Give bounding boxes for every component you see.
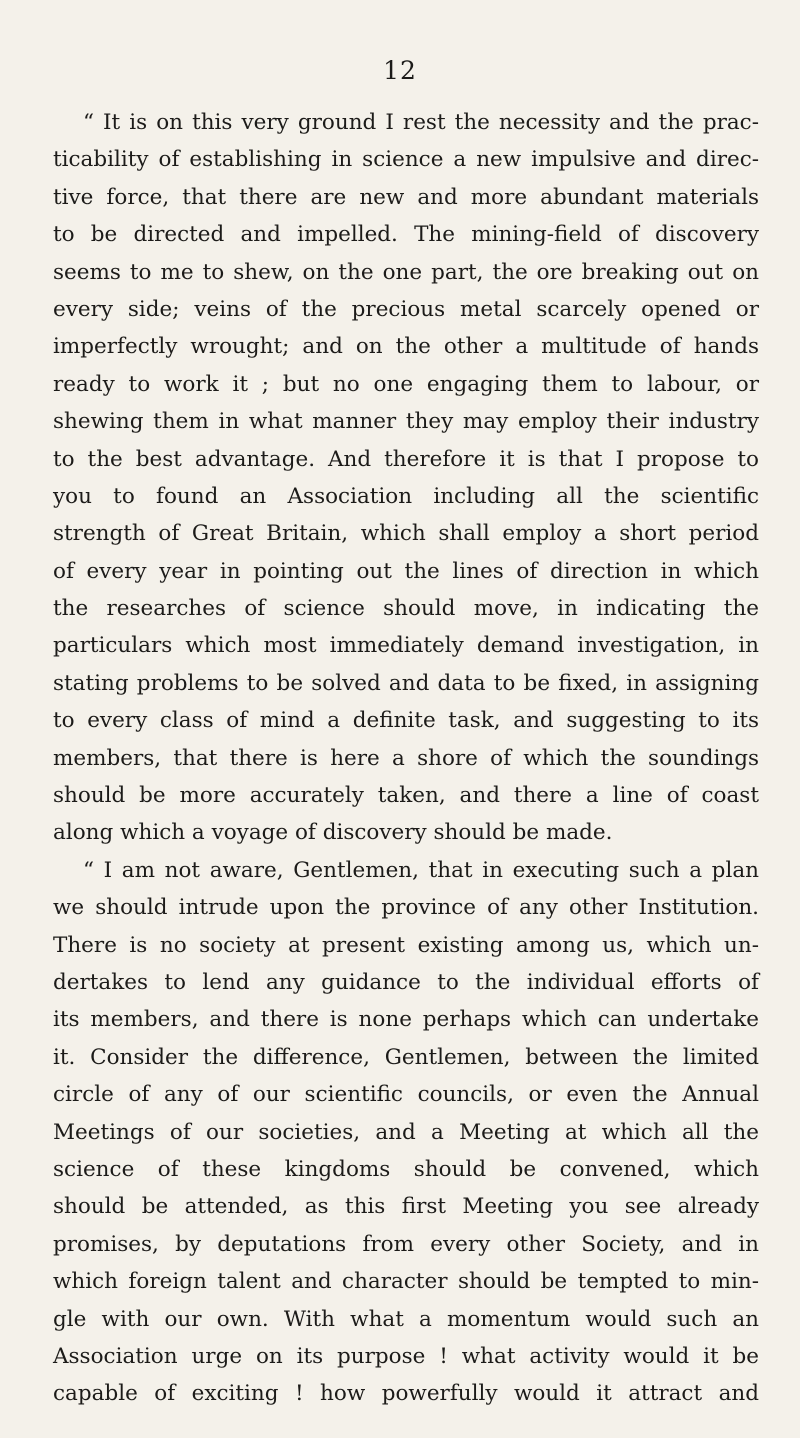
text-line: which foreign talent and character should be tempted to min- (53, 1269, 759, 1295)
text-line: dertakes to lend any guidance to the individual efforts of (53, 969, 759, 995)
text-line: it. Consider the difference, Gentlemen, between the limited (53, 1044, 759, 1070)
text-line: to every class of mind a definite task, and suggesting to its (53, 708, 759, 734)
text-line: capable of exciting ! how powerfully would it attract and (53, 1381, 759, 1407)
text-line: Meetings of our societies, and a Meeting at which all the (53, 1119, 759, 1145)
text-line: of every year in pointing out the lines of direction in which (53, 558, 759, 584)
text-line: ticability of establishing in science a new impulsive and direc- (53, 147, 759, 173)
text-line: to the best advantage. And therefore it is that I propose to (53, 446, 759, 472)
text-line: every side; veins of the precious metal scarcely opened or (53, 296, 759, 322)
text-line: science of these kingdoms should be convened, which (53, 1156, 759, 1182)
text-line: should be more accurately taken, and there a line of coast (53, 783, 759, 809)
text-line: “ It is on this very ground I rest the necessity and the prac- (83, 110, 759, 135)
text-line: you to found an Association including all the scientific (53, 483, 759, 509)
text-line: circle of any of our scientific councils, or even the Annual (53, 1082, 759, 1108)
text-line: to be directed and impelled. The mining-field of discovery (53, 222, 759, 248)
text-line: should be attended, as this first Meeting you see already (53, 1194, 759, 1220)
text-line: promises, by deputations from every other Society, and in (53, 1231, 759, 1257)
text-line: its members, and there is none perhaps which can undertake (53, 1007, 759, 1033)
text-line: gle with our own. With what a momentum would such an (53, 1306, 759, 1332)
text-line: the researches of science should move, in indicating the (53, 596, 759, 622)
text-line: particulars which most immediately demand investigation, in (53, 633, 759, 659)
text-line: imperfectly wrought; and on the other a multitude of hands (53, 334, 759, 360)
text-line: we should intrude upon the province of any other Institution. (53, 895, 759, 921)
text-line: strength of Great Britain, which shall employ a short period (53, 521, 759, 547)
body-text (53, 104, 759, 1413)
text-line: Association urge on its purpose ! what activity would it be (53, 1343, 759, 1369)
page-number: 12 (383, 56, 417, 85)
text-line: seems to me to shew, on the one part, the ore breaking out on (53, 259, 759, 285)
text-line: tive force, that there are new and more abundant materials (53, 184, 759, 210)
text-line: stating problems to be solved and data to be fixed, in assigning (53, 670, 759, 696)
text-line: “ I am not aware, Gentlemen, that in executing such a plan (83, 857, 759, 883)
paragraph-1 (53, 104, 759, 852)
text-line: members, that there is here a shore of which the soundings (53, 745, 759, 771)
paragraph-2 (53, 852, 759, 1413)
text-line: There is no society at present existing among us, which un- (53, 932, 759, 958)
text-line: shewing them in what manner they may employ their industry (53, 409, 759, 435)
text-line: along which a voyage of discovery should be made. (53, 820, 613, 846)
text-line: ready to work it ; but no one engaging them to labour, or (53, 371, 759, 397)
